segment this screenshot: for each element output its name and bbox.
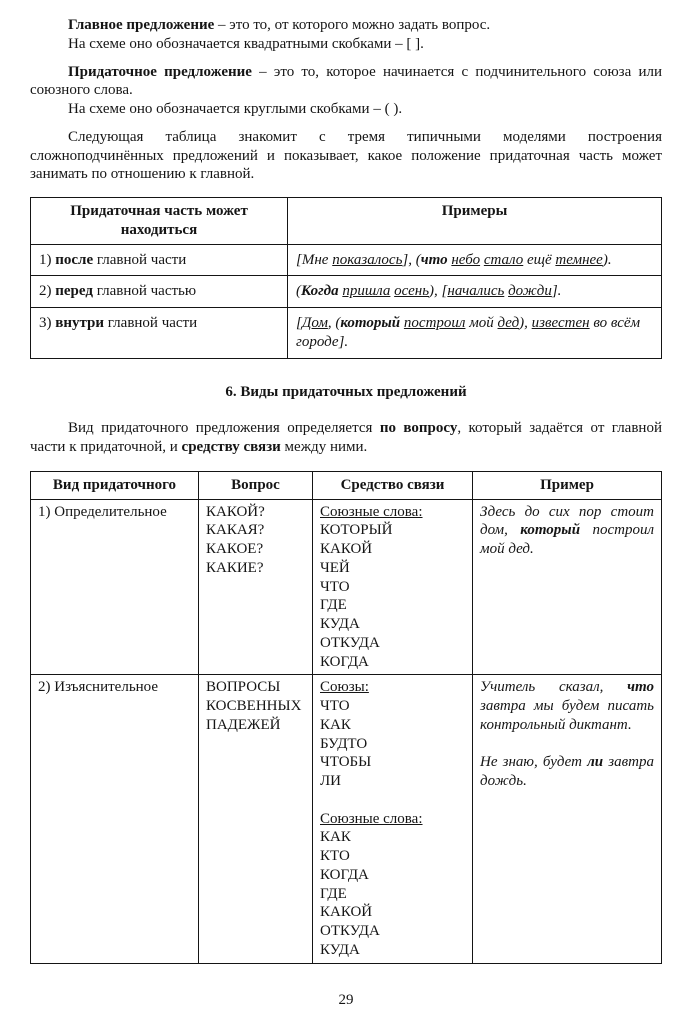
cell-position-inside: 3) внутри главной части — [31, 308, 288, 359]
column-header-means: Средство связи — [313, 471, 473, 499]
cell-question-attributive: КАКОЙ? КАКАЯ? КАКОЕ? КАКИЕ? — [199, 499, 313, 675]
table-header-row — [31, 198, 662, 245]
section-heading: 6. Виды придаточных предложений — [225, 383, 467, 400]
column-header-example: Пример — [473, 471, 662, 499]
paragraph-kind-definition: Вид придаточного предложения определяется по вопросу, который задаётся от главной части к придаточной, и средству связи между ними. — [30, 420, 662, 455]
paragraph-main-clause-scheme: На схеме оно обозначается квадратными скобками – [ ]. — [68, 35, 424, 52]
cell-question-explanatory: ВОПРОСЫ КОСВЕННЫХ ПАДЕЖЕЙ — [199, 675, 313, 963]
table-row — [31, 499, 662, 675]
cell-position-after: 1) после главной части — [31, 244, 288, 276]
table-row — [31, 244, 662, 276]
cell-position-before: 2) перед главной частью — [31, 276, 288, 308]
cell-means-explanatory: Союзы: ЧТО КАК БУДТО ЧТОБЫ ЛИ Союзные слова: КАК КТО КОГДА ГДЕ КАКОЙ ОТКУДА КУДА — [313, 675, 473, 963]
cell-example-inside: [Дом, (который построил мой дед), известен во всём городе]. — [288, 308, 662, 359]
column-header-kind: Вид придаточного — [31, 471, 199, 499]
cell-example-before: (Когда пришла осень), [начались дожди]. — [288, 276, 662, 308]
table-row — [31, 675, 662, 963]
cell-example-after: [Мне показалось], (что небо стало ещё темнее). — [288, 244, 662, 276]
paragraph-table-intro: Следующая таблица знакомит с тремя типичными моделями построения сложноподчинённых предложений и показывает, какое положение придаточная часть может занимать по отношению к главной. — [30, 128, 662, 183]
paragraph-subordinate-clause-scheme: На схеме оно обозначается круглыми скобками – ( ). — [68, 101, 403, 117]
table-clause-position — [30, 197, 662, 359]
cell-kind-attributive: 1) Определительное — [31, 499, 199, 675]
paragraph-subordinate-clause: Придаточное предложение – это то, которое начинается с подчинительного союза или союзного слова. — [30, 63, 662, 99]
table-row — [31, 308, 662, 359]
table-header-row — [31, 471, 662, 499]
column-header-examples: Примеры — [288, 198, 662, 245]
cell-kind-explanatory: 2) Изъяснительное — [31, 675, 199, 963]
column-header-question: Вопрос — [199, 471, 313, 499]
table-row — [31, 276, 662, 308]
column-header-position: Придаточная часть может находиться — [31, 198, 288, 245]
table-subordinate-kinds — [30, 471, 662, 964]
cell-example-explanatory: Учитель сказал, что завтра мы будем писать контрольный диктант. Не знаю, будет ли завтра дождь. — [473, 675, 662, 963]
cell-example-attributive: Здесь до сих пор стоит дом, который построил мой дед. — [473, 499, 662, 675]
paragraph-main-clause: Главное предложение – это то, от которого можно задать вопрос. — [68, 17, 491, 33]
page-number: 29 — [338, 992, 354, 1009]
cell-means-attributive: Союзные слова: КОТОРЫЙ КАКОЙ ЧЕЙ ЧТО ГДЕ КУДА ОТКУДА КОГДА — [313, 499, 473, 675]
